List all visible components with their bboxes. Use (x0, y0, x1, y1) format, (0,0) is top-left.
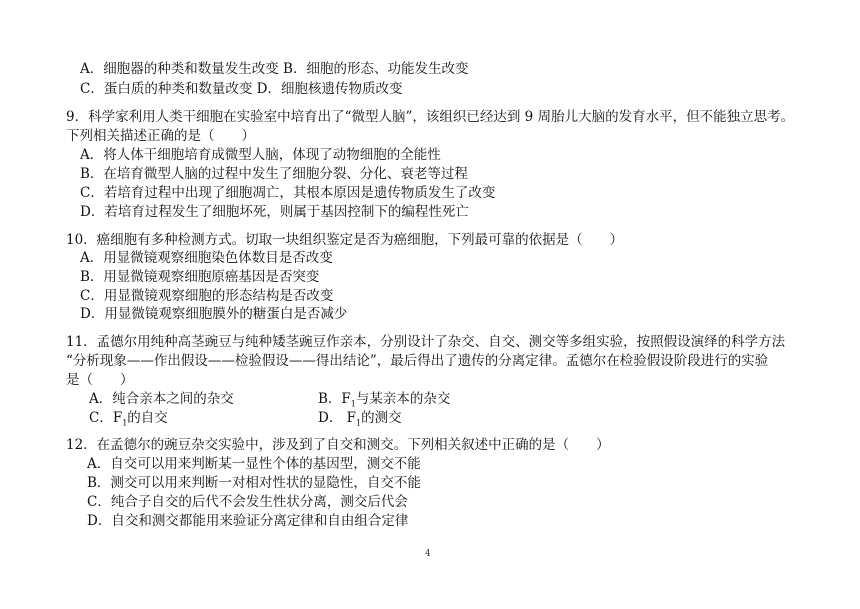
q11-option-c (89, 410, 168, 426)
q11-option-d-prefix: D． F (318, 410, 356, 426)
q12-option-c: C．纯合子自交的后代不会发生性状分离，测交后代会 (87, 494, 408, 510)
q11-option-b-text: 与某亲本的杂交 (355, 391, 451, 407)
q11-option-a: A．纯合亲本之间的杂交 (89, 391, 234, 407)
q11-option-b-prefix: B．F (318, 391, 351, 407)
q12-stem: 12．在孟德尔的豌豆杂交实验中，涉及到了自交和测交。下列相关叙述中正确的是（ ） (66, 437, 610, 453)
page-number: 4 (425, 549, 431, 559)
q9-option-b: B．在培育微型人脑的过程中发生了细胞分裂、分化、衰老等过程 (80, 166, 468, 182)
q8-options-ab: A．细胞器的种类和数量发生改变 B．细胞的形态、功能发生改变 (80, 61, 469, 77)
q11-option-d (318, 410, 402, 426)
q12-option-d: D．自交和测交都能用来验证分离定律和自由组合定律 (87, 513, 409, 529)
q9-stem-line1: 9．科学家利用人类干细胞在实验室中培育出了“微型人脑”，该组织已经达到 9 周胎儿大脑的发育水平，但不能独立思考。 (66, 109, 795, 125)
q9-option-a: A．将人体干细胞培育成微型人脑，体现了动物细胞的全能性 (80, 147, 441, 163)
q9-stem-line2: 下列相关描述正确的是（ ） (66, 128, 255, 144)
q11-stem-line3: 是（ ） (66, 372, 134, 388)
q8-options-cd: C．蛋白质的种类和数量改变 D．细胞核遗传物质改变 (80, 81, 403, 97)
q11-stem-line2: “分析现象——作出假设——检验假设——得出结论”，最后得出了遗传的分离定律。孟德尔在检验假设阶段进行的实验 (66, 353, 769, 369)
q12-option-b: B．测交可以用来判断一对相对性状的显隐性，自交不能 (87, 475, 421, 491)
q11-option-b-subscript: 1 (350, 399, 356, 409)
q10-option-b: B．用显微镜观察细胞原癌基因是否突变 (80, 269, 320, 285)
q11-option-b (318, 391, 450, 407)
q11-option-c-text: 的自交 (127, 410, 168, 426)
q10-option-d: D．用显微镜观察细胞膜外的糖蛋白是否减少 (80, 306, 348, 322)
q11-stem-line1: 11．孟德尔用纯种高茎豌豆与纯种矮茎豌豆作亲本，分别设计了杂交、自交、测交等多组实验，按照假设演绎的科学方法 (66, 334, 786, 350)
q11-option-c-subscript: 1 (122, 418, 128, 428)
q12-option-a: A．自交可以用来判断某一显性个体的基因型，测交不能 (87, 456, 421, 472)
q10-stem: 10．癌细胞有多种检测方式。切取一块组织鉴定是否为癌细胞，下列最可靠的依据是（ ） (66, 232, 624, 248)
q10-option-a: A．用显微镜观察细胞染色体数目是否改变 (80, 250, 333, 266)
q11-option-c-prefix: C．F (89, 410, 123, 426)
q9-option-d: D．若培育过程发生了细胞坏死，则属于基因控制下的编程性死亡 (80, 204, 469, 220)
q11-option-d-subscript: 1 (355, 418, 362, 428)
q9-option-c: C．若培育过程中出现了细胞凋亡，其根本原因是遗传物质发生了改变 (80, 185, 496, 201)
q10-option-c: C．用显微镜观察细胞的形态结构是否改变 (80, 288, 334, 304)
q11-option-d-text: 的测交 (361, 410, 402, 426)
